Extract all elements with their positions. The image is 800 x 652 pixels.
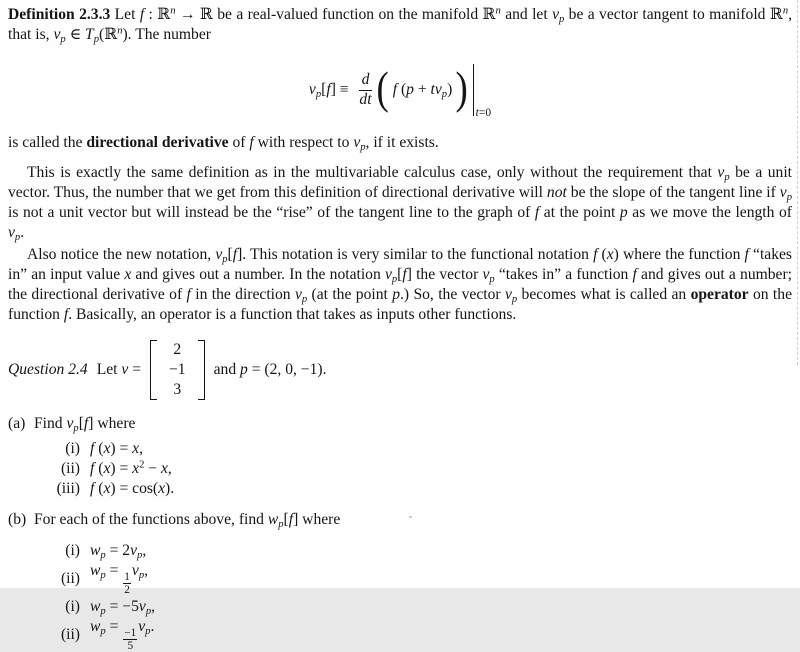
list-item bbox=[8, 561, 792, 597]
matrix-left-bracket bbox=[150, 340, 157, 400]
item-text: $w_p = 2v_p$, bbox=[90, 542, 147, 561]
part-b-items bbox=[8, 541, 792, 652]
formula-inner-expression: f $(p + tv_p)$ bbox=[392, 81, 453, 100]
item-numeral: (i) bbox=[65, 440, 80, 457]
part-b-label: (b) bbox=[8, 511, 27, 528]
list-item bbox=[8, 541, 792, 561]
evaluation-bar-line bbox=[473, 64, 474, 116]
fraction-numerator: d bbox=[359, 72, 373, 90]
question-row bbox=[8, 338, 792, 402]
item-numeral: (iii) bbox=[56, 480, 80, 497]
item-text: $w_p$ = $\frac{-1}{5}$ $v_p$. bbox=[90, 617, 155, 652]
item-numeral: (ii) bbox=[60, 625, 80, 643]
scan-speck-artifact bbox=[409, 516, 412, 518]
item-text: $w_p = -5v_p$, bbox=[90, 597, 156, 617]
item-numeral: (ii) bbox=[60, 460, 80, 477]
definition-paragraph: Definition 2.3.3 Let f : ℝ$^n$ → ℝ be a real-valued function on the manifold ℝ$^n$ and let $v_p$ be a vector tangent to manifold ℝ$^n$, that is, $v_p$ ∈ $T_p(ℝ^n)$. The number bbox=[8, 5, 793, 45]
list-item bbox=[8, 597, 792, 617]
question-lead: Let v = bbox=[96, 361, 142, 378]
part-a-items bbox=[8, 439, 792, 499]
paragraph-operator-notation: Also notice the new notation, $v_p[f]$. This notation is very similar to the functional notation f (x) where the function f “takes in” an input value x and gives out a number. In the notation $v_p[f]$ the vector $v_p$ “takes in” a function f and gives out a number; the directional derivative of f in the direction $v_p$ (at the point p.) So, the vector $v_p$ becomes what is called an operator on the function f. Basically, an operator is a function that takes as inputs other functions. bbox=[8, 246, 792, 323]
item-text: $w_p$ = $\frac{1}{2}$ $v_p$, bbox=[90, 562, 149, 597]
right-paren: ) bbox=[455, 62, 469, 114]
item-numeral: (ii) bbox=[60, 569, 80, 587]
question-tail: and p = (2, 0, −1). bbox=[213, 361, 327, 378]
list-item bbox=[8, 479, 792, 499]
matrix-entry: 3 bbox=[173, 381, 182, 398]
matrix-entry: 2 bbox=[173, 341, 182, 358]
part-b-text: For each of the functions above, find $w_p[f]$ where bbox=[34, 511, 341, 530]
list-item bbox=[8, 439, 792, 459]
formula-d-dt-fraction bbox=[359, 72, 373, 108]
item-numeral: (i) bbox=[65, 542, 80, 559]
part-b bbox=[8, 510, 792, 530]
fraction-denominator: dt bbox=[359, 90, 372, 108]
matrix-right-bracket bbox=[198, 340, 205, 400]
directional-derivative-formula bbox=[8, 57, 792, 123]
part-a-text: Find $v_p[f]$ where bbox=[34, 415, 136, 434]
matrix-entry: −1 bbox=[169, 361, 186, 378]
item-text: f $(x) = x^2 - x$, bbox=[90, 459, 172, 477]
item-text: f (x) = x, bbox=[90, 440, 143, 457]
question-label: Question 2.4 bbox=[8, 361, 88, 378]
scan-edge-artifact bbox=[797, 0, 798, 365]
part-a bbox=[8, 414, 792, 434]
left-paren: ( bbox=[376, 62, 390, 114]
item-text: f (x) = cos(x). bbox=[90, 480, 175, 497]
matrix-column bbox=[157, 339, 198, 401]
item-numeral: (i) bbox=[65, 597, 80, 615]
vector-matrix bbox=[150, 340, 205, 400]
evaluation-bar bbox=[473, 64, 492, 119]
part-a-label: (a) bbox=[8, 415, 26, 432]
evaluation-subscript: t=0 bbox=[475, 107, 492, 119]
formula-lhs: $v_p[f]$ ≡ bbox=[308, 81, 349, 100]
paragraph-unit-vector: This is exactly the same definition as in the multivariable calculus case, only without the requirement that $v_p$ be a unit vector. Thus, the number that we get from this definition of directional derivative will not be the slope of the tangent line if $v_p$ is not a unit vector but will instead be the “rise” of the tangent line to the graph of f at the point p as we move the length of $v_p$. bbox=[8, 164, 792, 243]
list-item bbox=[8, 617, 792, 652]
definition-closing-line: is called the directional derivative of f with respect to $v_p$, if it exists. bbox=[8, 134, 439, 153]
list-item bbox=[8, 459, 792, 479]
